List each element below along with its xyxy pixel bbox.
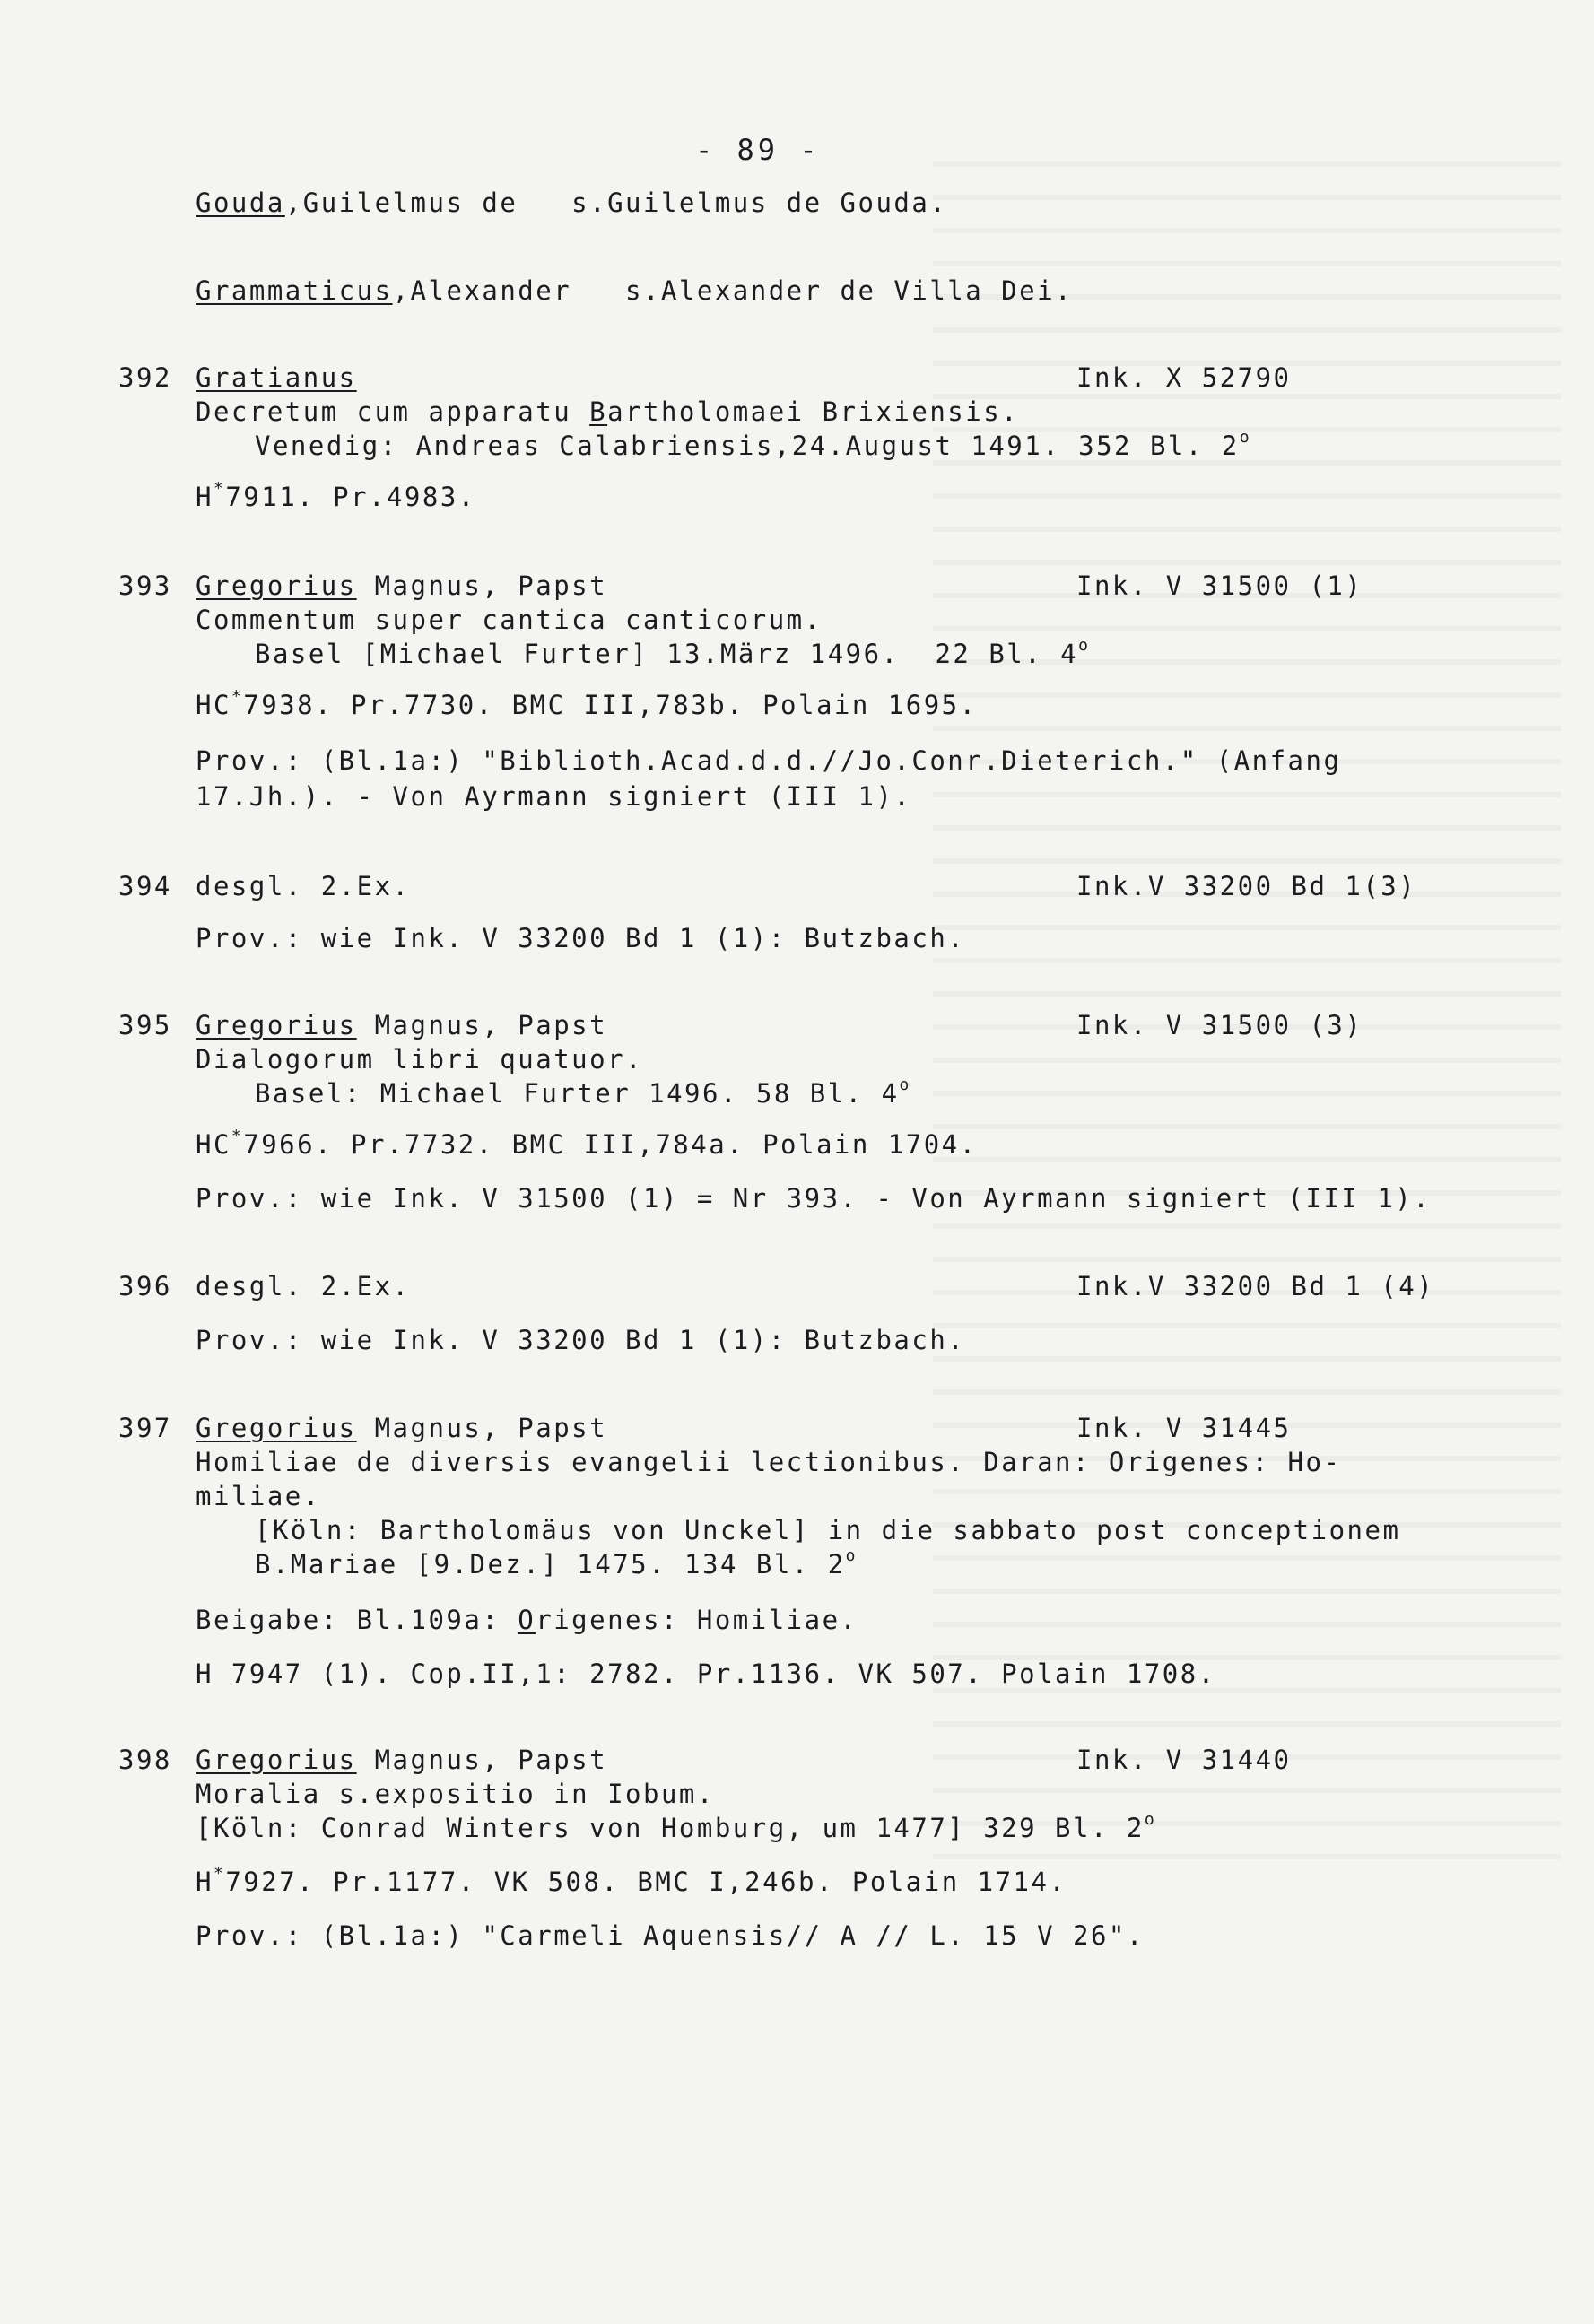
- entry-title: desgl. 2.Ex.: [196, 871, 411, 901]
- shelfmark: Ink. V 31500 (3): [1076, 1010, 1363, 1040]
- shelfmark: Ink.V 33200 Bd 1(3): [1076, 871, 1417, 901]
- shelfmark: Ink. X 52790: [1076, 362, 1292, 393]
- imprint: B.Mariae [9.Dez.] 1475. 134 Bl. 2$^o$: [255, 1546, 858, 1580]
- bibliographic-references: H*7911. Pr.4983.: [196, 479, 476, 512]
- imprint: Basel [Michael Furter] 13.März 1496. 22 Bl. 4$^o$: [255, 636, 1091, 669]
- provenance: Prov.: wie Ink. V 33200 Bd 1 (1): Butzbach.: [196, 1325, 966, 1355]
- cross-reference: Gouda,Guilelmus de s.Guilelmus de Gouda.: [196, 187, 948, 218]
- shelfmark: Ink. V 31440: [1076, 1745, 1292, 1775]
- provenance: Prov.: wie Ink. V 33200 Bd 1 (1): Butzbach.: [196, 923, 966, 953]
- provenance: Prov.: wie Ink. V 31500 (1) = Nr 393. - Von Ayrmann signiert (III 1).: [196, 1183, 1432, 1214]
- beigabe: Beigabe: Bl.109a: Origenes: Homiliae.: [196, 1605, 858, 1635]
- imprint: [Köln: Bartholomäus von Unckel] in die sabbato post conceptionem: [255, 1515, 1401, 1545]
- entry-title: desgl. 2.Ex.: [196, 1271, 411, 1301]
- entry-number: 395: [118, 1010, 172, 1040]
- entry-number: 396: [118, 1271, 172, 1301]
- cross-reference: Grammaticus,Alexander s.Alexander de Villa Dei.: [196, 275, 1074, 306]
- entry-heading: Gregorius Magnus, Papst: [196, 570, 608, 601]
- imprint: [Köln: Conrad Winters von Homburg, um 1477] 329 Bl. 2$^o$: [196, 1810, 1157, 1843]
- provenance: Prov.: (Bl.1a:) "Carmeli Aquensis// A // L. 15 V 26".: [196, 1920, 1145, 1951]
- entry-heading: Gregorius Magnus, Papst: [196, 1745, 608, 1775]
- entry-number: 393: [118, 570, 172, 601]
- entry-number: 397: [118, 1413, 172, 1443]
- provenance: 17.Jh.). - Von Ayrmann signiert (III 1).: [196, 781, 912, 812]
- imprint: Venedig: Andreas Calabriensis,24.August 1491. 352 Bl. 2$^o$: [255, 428, 1252, 461]
- bibliographic-references: H 7947 (1). Cop.II,1: 2782. Pr.1136. VK 507. Polain 1708.: [196, 1658, 1216, 1689]
- entry-title: miliae.: [196, 1481, 321, 1511]
- entry-heading: Gregorius Magnus, Papst: [196, 1413, 608, 1443]
- page-number: - 89 -: [695, 133, 821, 167]
- entry-title: Moralia s.expositio in Iobum.: [196, 1779, 715, 1809]
- shelfmark: Ink. V 31500 (1): [1076, 570, 1363, 601]
- bibliographic-references: HC*7938. Pr.7730. BMC III,783b. Polain 1695.: [196, 687, 978, 720]
- entry-number: 394: [118, 871, 172, 901]
- entry-title: Commentum super cantica canticorum.: [196, 605, 823, 635]
- entry-number: 392: [118, 362, 172, 393]
- provenance: Prov.: (Bl.1a:) "Biblioth.Acad.d.d.//Jo.Conr.Dieterich." (Anfang: [196, 745, 1342, 776]
- shelfmark: Ink. V 31445: [1076, 1413, 1292, 1443]
- entry-number: 398: [118, 1745, 172, 1775]
- entry-heading: Gregorius Magnus, Papst: [196, 1010, 608, 1040]
- entry-title: Homiliae de diversis evangelii lectionibus. Daran: Origenes: Ho-: [196, 1447, 1342, 1477]
- bibliographic-references: HC*7966. Pr.7732. BMC III,784a. Polain 1704.: [196, 1127, 978, 1160]
- bibliographic-references: H*7927. Pr.1177. VK 508. BMC I,246b. Polain 1714.: [196, 1864, 1067, 1897]
- entry-heading: Gratianus: [196, 362, 357, 393]
- entry-title: Dialogorum libri quatuor.: [196, 1044, 643, 1075]
- shelfmark: Ink.V 33200 Bd 1 (4): [1076, 1271, 1435, 1301]
- entry-title: Decretum cum apparatu Bartholomaei Brixiensis.: [196, 396, 1020, 427]
- imprint: Basel: Michael Furter 1496. 58 Bl. 4$^o$: [255, 1075, 911, 1109]
